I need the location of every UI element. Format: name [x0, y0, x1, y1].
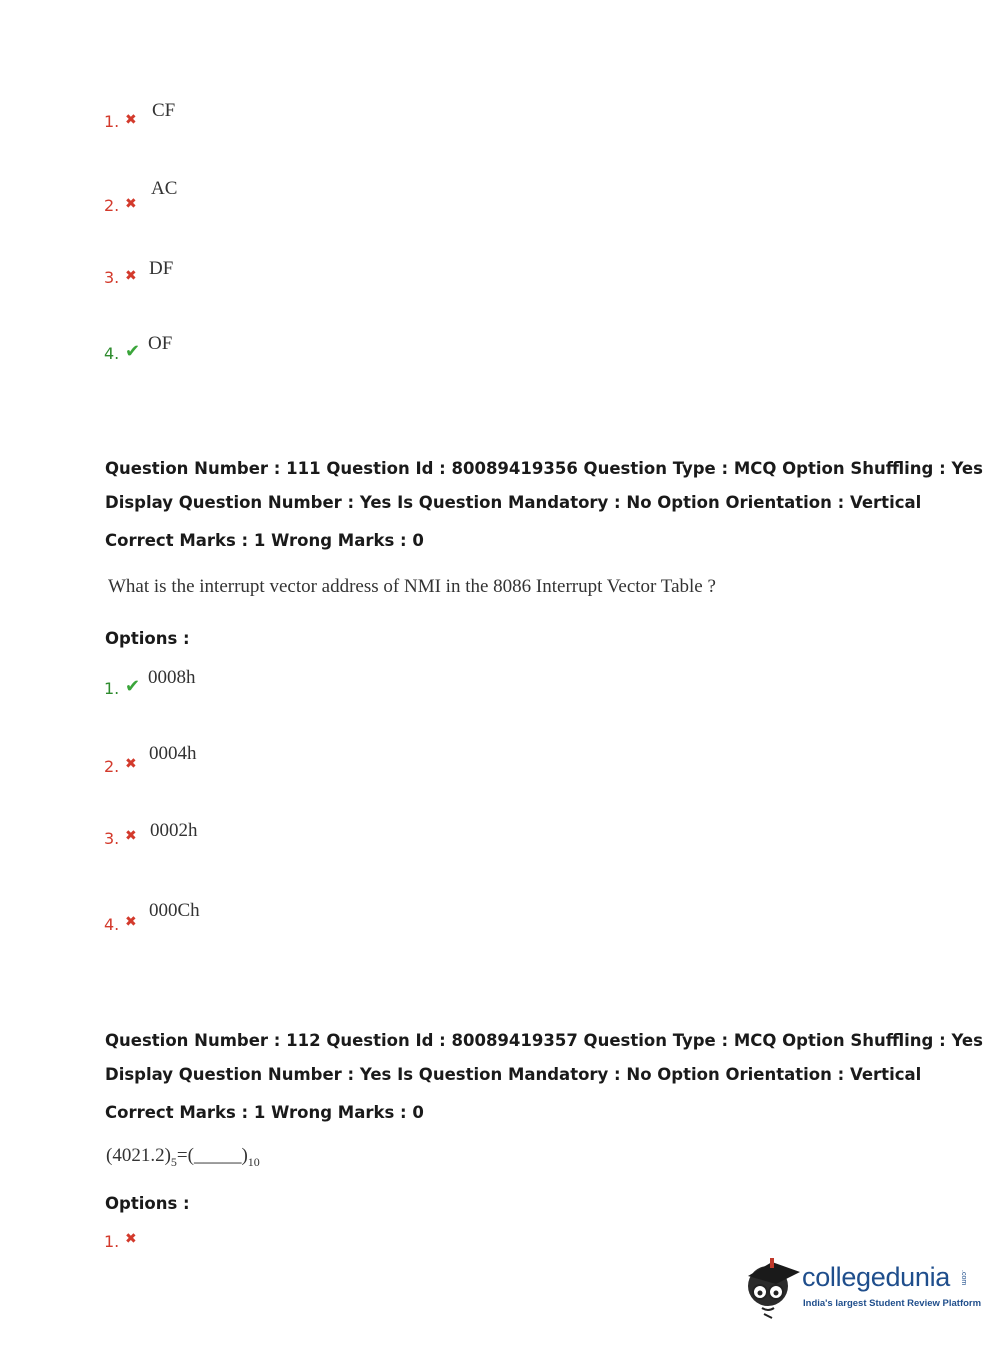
question-marks: Correct Marks : 1 Wrong Marks : 0 [105, 1103, 424, 1122]
option-number: 2. [104, 196, 120, 215]
question-meta: Display Question Number : Yes Is Question Mandatory : No Option Orientation : Vertical [105, 1065, 922, 1084]
check-icon: ✔ [125, 676, 141, 697]
option-text: OF [148, 333, 173, 354]
list-item [0, 1224, 600, 1264]
question-marks: Correct Marks : 1 Wrong Marks : 0 [105, 531, 424, 550]
option-text: 0004h [149, 743, 197, 764]
list-item [0, 333, 600, 376]
cross-icon: ✖ [125, 196, 137, 212]
list-item [0, 900, 600, 946]
question-expression: (4021.2) [106, 1145, 171, 1166]
cross-icon: ✖ [125, 756, 137, 772]
logo-wordmark: collegedunia [802, 1262, 951, 1292]
cross-icon: ✖ [125, 1231, 137, 1247]
option-number: 1. [104, 112, 120, 131]
list-item [0, 100, 600, 144]
collegedunia-logo [742, 1248, 982, 1320]
option-number: 4. [104, 915, 120, 934]
options-label: Options : [105, 629, 190, 648]
cross-icon: ✖ [125, 914, 137, 930]
option-text: CF [152, 100, 176, 121]
option-text: 0002h [150, 820, 198, 841]
option-number: 1. [104, 1232, 120, 1251]
question-expression: ) [241, 1145, 248, 1166]
options-label: Options : [105, 1194, 190, 1213]
check-icon: ✔ [125, 341, 141, 362]
list-item [0, 820, 600, 860]
list-item [0, 743, 600, 788]
question-meta: Display Question Number : Yes Is Question Mandatory : No Option Orientation : Vertical [105, 493, 922, 512]
logo-suffix: .com [960, 1270, 967, 1286]
option-text: DF [149, 258, 174, 279]
option-text: 000Ch [149, 900, 200, 921]
question-expression: =( [176, 1145, 194, 1166]
list-item [0, 260, 600, 300]
option-text: AC [151, 178, 178, 199]
cross-icon: ✖ [125, 828, 137, 844]
list-item [0, 178, 600, 228]
option-number: 3. [104, 268, 120, 287]
question-text: What is the interrupt vector address of NMI in the 8086 Interrupt Vector Table ? [108, 576, 716, 597]
list-item [0, 667, 600, 710]
logo-tagline: India's largest Student Review Platform [803, 1298, 982, 1309]
cross-icon: ✖ [125, 112, 137, 128]
question-text [106, 1145, 260, 1170]
cross-icon: ✖ [125, 268, 137, 284]
question-meta: Question Number : 111 Question Id : 80089419356 Question Type : MCQ Option Shuffling : Yes [105, 459, 983, 478]
option-number: 3. [104, 829, 120, 848]
mascot-icon [742, 1248, 804, 1320]
option-number: 1. [104, 679, 120, 698]
answer-blank: _____ [193, 1145, 242, 1166]
option-text: 0008h [148, 667, 196, 688]
option-number: 2. [104, 757, 120, 776]
option-number: 4. [104, 344, 120, 363]
question-meta: Question Number : 112 Question Id : 80089419357 Question Type : MCQ Option Shuffling : Yes [105, 1031, 983, 1050]
subscript: 10 [247, 1154, 260, 1169]
subscript: 5 [170, 1154, 177, 1169]
